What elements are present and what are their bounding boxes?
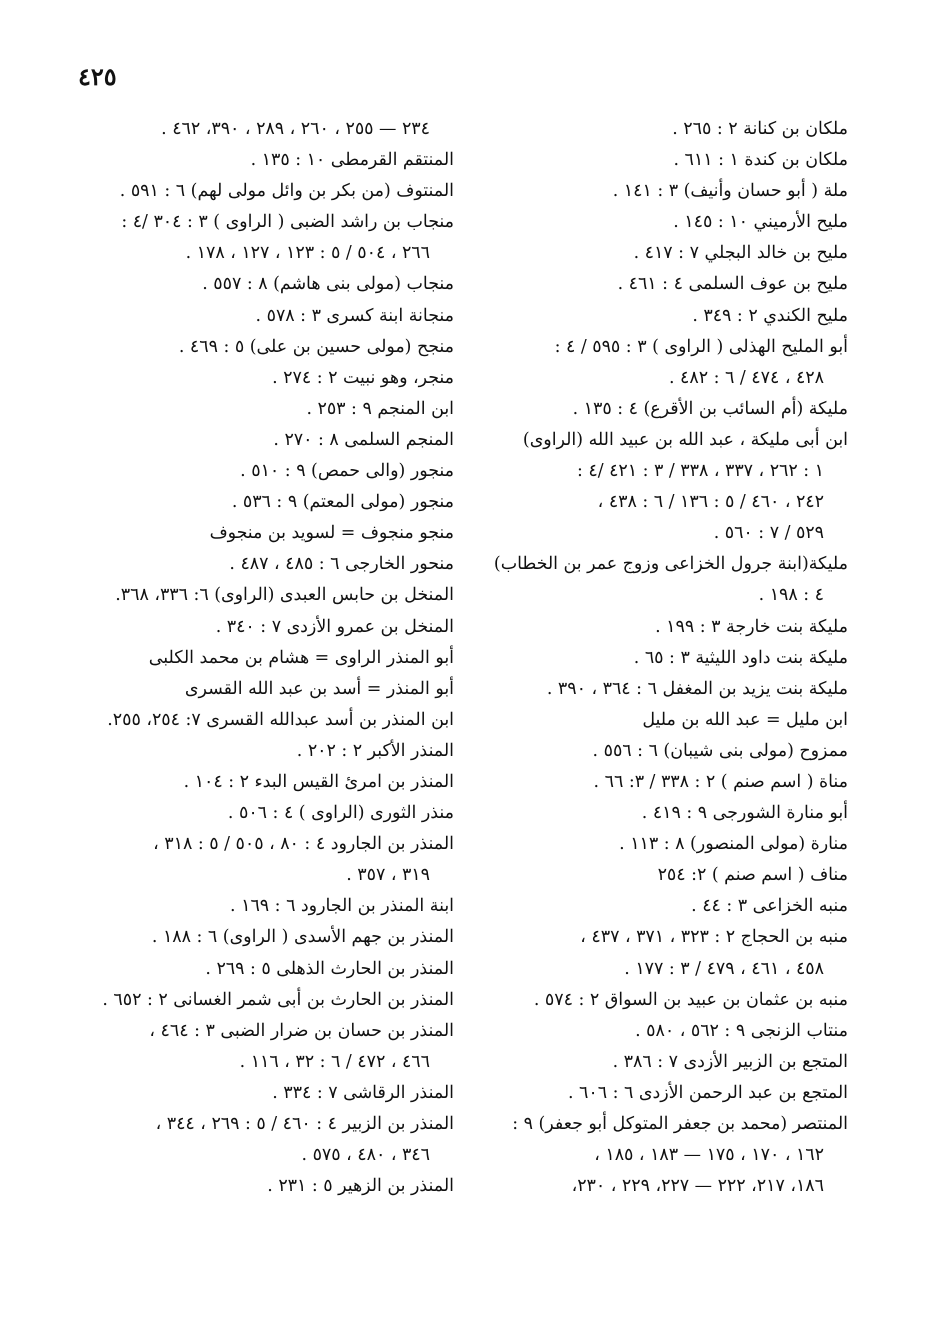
index-column-right	[488, 114, 848, 1202]
index-entry: منارة (مولى المنصور) ٨ : ١١٣ .	[619, 834, 848, 855]
index-entry: مليح بن عوف السلمى ٤ : ٤٦١ .	[617, 274, 848, 295]
index-entry: منجور (والى حمص) ٩ : ٥١٠ .	[240, 461, 454, 482]
index-entry-continuation: ٤ : ١٩٨ .	[758, 585, 824, 606]
index-entry: ملة ( أبو حسان وأنيف) ٣ : ١٤١ .	[612, 181, 848, 202]
index-entry: مليكة بنت يزيد بن المغفل ٦ : ٣٦٤ ، ٣٩٠ .	[546, 678, 848, 699]
index-entry: منجر، وهو نبيت ٢ : ٢٧٤ .	[272, 367, 454, 388]
index-entry: المنتصر (محمد بن جعفر المتوكل أبو جعفر) ٩ :	[512, 1114, 848, 1134]
index-entry-continuation: ١٨٦، ٢١٧، ٢٢٢ — ٢٢٧، ٢٢٩ ، ٢٣٠،	[571, 1176, 824, 1197]
index-entry-continuation: ١٦٢ ، ١٧٠ ، ١٧٥ — ١٨٣ ، ١٨٥ ،	[594, 1145, 824, 1166]
index-entry: ملكان بن كندة ١ : ٦١١ .	[673, 150, 848, 171]
index-entry: المنذر الرقاشى ٧ : ٣٣٤ .	[272, 1082, 454, 1103]
index-entry: ملكان بن كنانة ٢ : ٢٦٥ .	[672, 119, 848, 139]
index-entry-continuation: ٣٤٦ ، ٤٨٠ ، ٥٧٥ .	[301, 1145, 430, 1166]
index-entry: ابن المنجم ٩ : ٢٥٣ .	[306, 398, 454, 419]
index-entry: مليكة بنت داود الليثية ٣ : ٦٥ .	[633, 647, 848, 668]
index-entry: المنذر بن الزبير ٤ : ٤٦٠ / ٥ : ٢٦٩ ، ٣٤٤ ،	[155, 1114, 454, 1134]
index-entry-continuation: ٢٤٢ ، ٤٦٠ / ٥ : ١٣٦ / ٦ : ٤٣٨ ،	[597, 492, 824, 513]
index-entry: المنذر بن الجارود ٤ : ٨٠ ، ٥٠٥ / ٥ : ٣١٨ ،	[153, 834, 454, 855]
index-entry: منتاب الزنجى ٩ : ٥٦٢ ، ٥٨٠ .	[635, 1020, 848, 1041]
index-entry: المنذر بن امرئ القيس البدء ٢ : ١٠٤ .	[183, 771, 454, 792]
index-entry: ممزوح (مولى بنى شيبان) ٦ : ٥٥٦ .	[592, 740, 848, 761]
index-entry: مليح الكندي ٢ : ٣٤٩ .	[692, 305, 848, 326]
index-entry: المنتوف (من بكر بن وائل مولى لهم) ٦ : ٥٩١ .	[119, 181, 454, 202]
index-entry: ابن مليل = عبد الله بن مليل	[642, 709, 848, 730]
index-entry: أبو المنذر = أسد بن عبد الله القسرى	[184, 678, 454, 699]
index-entry: مناة ( اسم صنم ) ٢ : ٣٣٨ / ٣: ٦٦ .	[593, 771, 848, 792]
index-entry: منجانة ابنة كسرى ٣ : ٥٧٨ .	[255, 305, 454, 326]
index-entry: مليكة بنت خارجة ٣ : ١٩٩ .	[655, 616, 848, 637]
index-column-left	[94, 114, 454, 1202]
index-entry-continuation: ٥٢٩ / ٧ : ٥٦٠ .	[713, 523, 824, 544]
index-entry: المنخل بن حابس العبدى (الراوى) ٦: ٣٣٦، ٣٦٨.	[115, 585, 454, 606]
index-entry: منجاب (مولى بنى هاشم) ٨ : ٥٥٧ .	[202, 274, 454, 295]
index-entry: المنذر بن الزهير ٥ : ٢٣١ .	[267, 1176, 454, 1197]
index-entry-continuation: ٢٦٦ ، ٥٠٤ / ٥ : ١٢٣ ، ١٢٧ ، ١٧٨ .	[185, 243, 430, 264]
index-entry: منجاب بن راشد الضبى ( الراوى ) ٣ : ٣٠٤ /٤ :	[121, 212, 454, 233]
index-entry: منبه بن الحجاج ٢ : ٣٢٣ ، ٣٧١ ، ٤٣٧ ،	[580, 927, 848, 948]
index-entry: ابنة المنذر بن الجارود ٦ : ١٦٩ .	[230, 896, 454, 917]
index-entry: منبه بن عثمان بن عبيد بن السواق ٢ : ٥٧٤ .	[533, 989, 848, 1010]
index-entry-continuation: ١ : ٢٦٢ ، ٣٣٧ ، ٣٣٨ / ٣ : ٤٢١ /٤ :	[576, 461, 824, 482]
index-entry: المنذر الأكبر ٢ : ٢٠٢ .	[296, 740, 454, 761]
index-entry: منجو منجوف = لسويد بن منجوف	[209, 523, 454, 544]
index-entry: المنخل بن عمرو الأزدى ٧ : ٣٤٠ .	[215, 616, 454, 637]
index-entry: مليكة(ابنة جرول الخزاعى وزوج عمر بن الخطاب)	[493, 554, 848, 575]
index-entry: منحور الخارجى ٦ : ٤٨٥ ، ٤٨٧ .	[229, 554, 454, 575]
index-entry: ابن المنذر بن أسد عبدالله القسرى ٧: ٢٥٤، ٢٥٥.	[107, 709, 454, 730]
index-entry-continuation: ٤٦٦ ، ٤٧٢ / ٦ : ٣٢ ، ١١٦ .	[239, 1051, 430, 1072]
index-entry: مناف ( اسم صنم ) ٢: ٢٥٤	[657, 865, 848, 886]
index-entry: المنذر بن حسان بن ضرار الضبى ٣ : ٤٦٤ ،	[149, 1020, 454, 1041]
index-entry: أبو المنذر الراوى = هشام بن محمد الكلبى	[148, 647, 454, 668]
index-entry: المنجم السلمى ٨ : ٢٧٠ .	[273, 429, 454, 450]
index-entry: المنذر بن الحارث الذهلى ٥ : ٢٦٩ .	[205, 958, 454, 979]
index-entry: المتجع بن الزبير الأزدى ٧ : ٣٨٦ .	[612, 1051, 848, 1072]
index-entry-continuation: ٢٣٤ — ٢٥٥ ، ٢٦٠ ، ٢٨٩ ، ٣٩٠، ٤٦٢ .	[161, 119, 430, 139]
index-entry: منجح (مولى حسين بن على) ٥ : ٤٦٩ .	[178, 336, 454, 357]
index-entry-continuation: ٣١٩ ، ٣٥٧ .	[346, 865, 430, 886]
index-entry: مليح الأرميني ١٠ : ١٤٥ .	[673, 212, 848, 233]
index-entry: أبو المليح الهذلى ( الراوى ) ٣ : ٥٩٥ / ٤ :	[554, 336, 848, 357]
index-entry: منجور (مولى المعتم) ٩ : ٥٣٦ .	[231, 492, 454, 513]
index-entry: المنذر بن جهم الأسدى ( الراوى) ٦ : ١٨٨ .	[151, 927, 454, 948]
index-entry: ابن أبى مليكة ، عبد الله بن عبيد الله (الراوى)	[522, 429, 848, 450]
index-entry: المنتقم القرمطى ١٠ : ١٣٥ .	[250, 150, 454, 171]
index-entry: المتجع بن عبد الرحمن الأزدى ٦ : ٦٠٦ .	[567, 1082, 848, 1103]
index-entry: مليكة (أم السائب بن الأقرع) ٤ : ١٣٥ .	[572, 398, 848, 419]
index-entry: المنذر بن الحارث بن أبى شمر الغسانى ٢ : ٦٥٢ .	[102, 989, 454, 1010]
index-entry-continuation: ٤٢٨ ، ٤٧٤ / ٦ : ٤٨٢ .	[668, 367, 824, 388]
index-entry: أبو منارة الشورجى ٩ : ٤١٩ .	[641, 803, 848, 824]
index-entry: منبه الخزاعى ٣ : ٤٤ .	[691, 896, 848, 917]
index-entry-continuation: ٤٥٨ ، ٤٦١ ، ٤٧٩ / ٣ : ١٧٧ .	[624, 958, 824, 979]
page-number: ٤٢٥	[78, 62, 117, 91]
index-entry: مليح بن خالد البجلي ٧ : ٤١٧ .	[633, 243, 848, 264]
index-entry: منذر الثورى (الراوى ) ٤ : ٥٠٦ .	[227, 803, 454, 824]
